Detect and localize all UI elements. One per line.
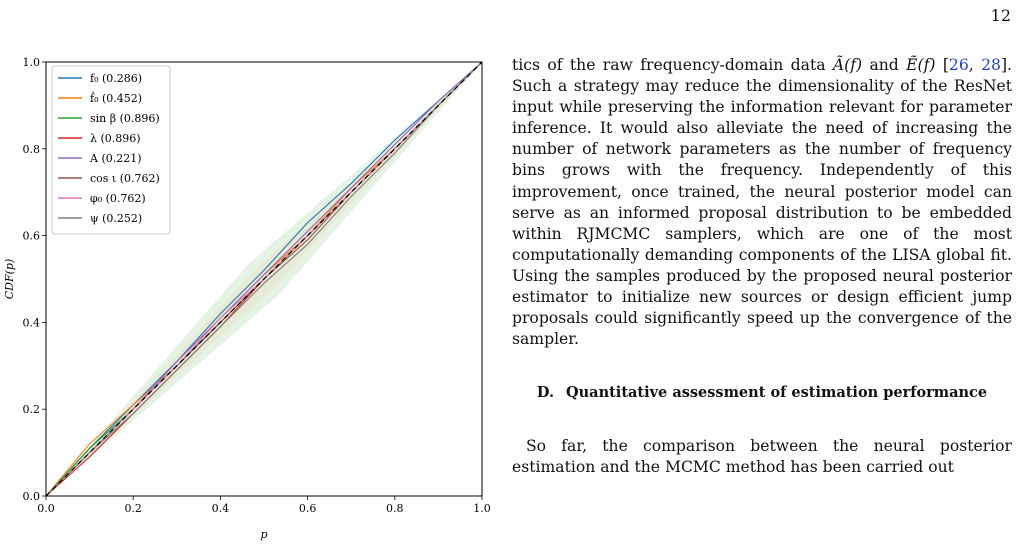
math-E-tilde: Ẽ(f) bbox=[906, 56, 936, 74]
y-tick-label: 0.0 bbox=[22, 490, 40, 503]
legend bbox=[52, 66, 170, 234]
page-number: 12 bbox=[990, 6, 1011, 25]
section-heading: D. Quantitative assessment of estimation performance bbox=[536, 384, 988, 402]
paragraph: So far, the comparison between the neural posterior estimation and the MCMC method has been carried out bbox=[512, 437, 1012, 477]
legend-label: φ₀ (0.762) bbox=[90, 192, 146, 205]
legend-label: cos ι (0.762) bbox=[90, 172, 160, 185]
y-axis-label: CDF(p) bbox=[3, 258, 16, 300]
legend-label: ḟ₀ (0.452) bbox=[90, 92, 143, 105]
x-tick-label: 0.6 bbox=[298, 502, 317, 515]
y-tick-label: 0.8 bbox=[22, 142, 40, 156]
legend-label: A (0.221) bbox=[90, 152, 142, 165]
x-tick-label: 0.2 bbox=[124, 502, 142, 515]
citation-link[interactable]: 26 bbox=[948, 56, 969, 74]
pp-plot-figure bbox=[0, 50, 495, 558]
x-axis-label: p bbox=[260, 528, 268, 541]
citation-link[interactable]: 28 bbox=[981, 56, 1001, 74]
y-tick-label: 0.2 bbox=[22, 403, 40, 417]
x-tick-label: 1.0 bbox=[473, 502, 491, 515]
x-tick-label: 0.8 bbox=[386, 502, 404, 515]
body-text-column bbox=[512, 55, 1012, 479]
x-tick-label: 0.0 bbox=[37, 502, 55, 515]
y-tick-label: 1.0 bbox=[22, 56, 40, 69]
y-tick-label: 0.6 bbox=[22, 229, 40, 243]
legend-label: f₀ (0.286) bbox=[90, 72, 143, 85]
y-tick-label: 0.4 bbox=[22, 316, 40, 330]
x-tick-label: 0.4 bbox=[211, 502, 230, 515]
legend-label: λ (0.896) bbox=[90, 132, 141, 145]
math-A-tilde: Ã(f) bbox=[832, 56, 863, 74]
paragraph-continuation: tics of the raw frequency-domain data Ã(f) and Ẽ(f) [26, 28]. Such a strategy may reduce the dimensionality of the ResNet input while preserving the information relevant for parameter inference. It would also alleviate the need of increasing the number of network parameters as the number of frequency bins grows with the frequency. Independently of this improvement, once trained, the neural posterior model can serve as an informed proposal distribution to be embedded within RJMCMC samplers, which are one of the most computationally demanding components of the LISA global fit. Using the samples produced by the proposed neural posterior estimator to initialize new sources or design efficient jump proposals could significantly speed up the convergence of the sampler. bbox=[512, 56, 1012, 349]
legend-label: sin β (0.896) bbox=[90, 112, 160, 125]
legend-label: ψ (0.252) bbox=[90, 212, 143, 225]
